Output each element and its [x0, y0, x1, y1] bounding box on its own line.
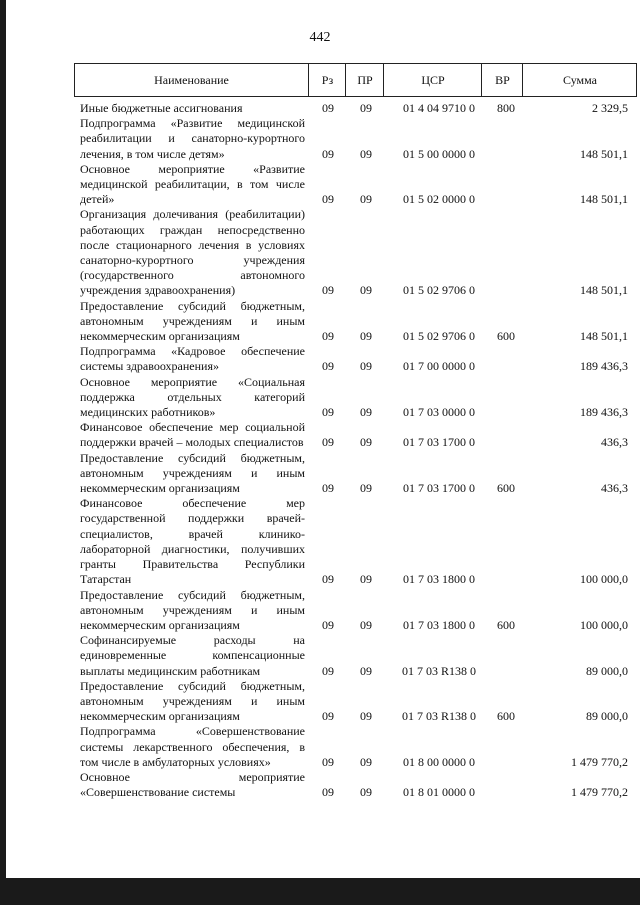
row-sum: 148 501,1 [580, 146, 628, 161]
row-pr: 09 [360, 329, 372, 344]
row-name: Предоставление субсидий бюджетным, автономным учреждениям и иным некоммерческим организациям [80, 298, 305, 344]
row-sum: 189 436,3 [580, 359, 628, 374]
page-number: 442 [309, 30, 331, 45]
row-sum: 148 501,1 [580, 192, 628, 207]
row-name: Подпрограмма «Кадровое обеспечение системы здравоохранения» [80, 344, 305, 374]
row-rz: 09 [322, 481, 334, 496]
row-pr: 09 [360, 101, 372, 115]
row-rz: 09 [322, 101, 334, 115]
table-row [80, 116, 630, 162]
row-rz: 09 [322, 709, 334, 724]
row-csr: 01 7 03 1700 0 [403, 435, 475, 450]
row-pr: 09 [360, 359, 372, 374]
row-csr: 01 8 00 0000 0 [403, 754, 475, 769]
row-csr: 01 5 00 0000 0 [403, 146, 475, 161]
row-rz: 09 [322, 283, 334, 298]
row-pr: 09 [360, 192, 372, 207]
row-name: Софинансируемые расходы на единовременные компенсационные выплаты медицинским работникам [80, 633, 305, 678]
table-row [80, 588, 630, 634]
row-name: Предоставление субсидий бюджетным, автономным учреждениям и иным некоммерческим организациям [80, 678, 305, 724]
row-rz: 09 [322, 405, 334, 420]
row-vr: 600 [497, 329, 515, 344]
table-row [80, 299, 630, 345]
row-sum: 100 000,0 [580, 572, 628, 587]
table-body [80, 101, 630, 800]
row-sum: 89 000,0 [586, 709, 628, 724]
table-row [80, 207, 630, 298]
row-csr: 01 8 01 0000 0 [403, 785, 475, 800]
table-row [80, 496, 630, 587]
table-row [80, 162, 630, 208]
table-row [80, 101, 630, 116]
row-csr: 01 7 03 1700 0 [403, 481, 475, 496]
table-header [74, 63, 637, 97]
scan-edge-left [0, 0, 6, 905]
table-row [80, 633, 630, 679]
row-sum: 436,3 [601, 481, 628, 496]
row-name: Иные бюджетные ассигнования [80, 101, 243, 115]
row-name: Подпрограмма «Совершенствование системы лекарственного обеспечения, в том числе в амбулаторных условиях» [80, 724, 305, 769]
row-vr: 800 [497, 101, 515, 115]
row-csr: 01 7 03 0000 0 [403, 405, 475, 420]
row-rz: 09 [322, 192, 334, 207]
row-name: Предоставление субсидий бюджетным, автономным учреждениям и иным некоммерческим организациям [80, 450, 305, 496]
row-name: Основное мероприятие «Совершенствование системы [80, 769, 305, 800]
header-sum: Сумма [522, 64, 637, 96]
row-pr: 09 [360, 617, 372, 632]
row-csr: 01 7 00 0000 0 [403, 359, 475, 374]
row-vr: 600 [497, 617, 515, 632]
table-row [80, 451, 630, 497]
row-sum: 436,3 [601, 435, 628, 450]
row-pr: 09 [360, 146, 372, 161]
table-row [80, 375, 630, 421]
row-name: Финансовое обеспечение мер государственной поддержки врачей-специалистов, врачей клинико-лабораторной диагностики, получивших гранты Правительства Республики Татарстан [80, 496, 305, 587]
row-sum: 100 000,0 [580, 617, 628, 632]
row-pr: 09 [360, 283, 372, 298]
header-rz: Рз [308, 64, 346, 96]
header-pr: ПР [345, 64, 384, 96]
row-sum: 89 000,0 [586, 663, 628, 678]
row-csr: 01 5 02 9706 0 [403, 283, 475, 298]
row-pr: 09 [360, 572, 372, 587]
row-rz: 09 [322, 617, 334, 632]
row-rz: 09 [322, 359, 334, 374]
row-pr: 09 [360, 709, 372, 724]
table-row [80, 420, 630, 450]
row-csr: 01 7 03 1800 0 [403, 572, 475, 587]
table-row [80, 679, 630, 725]
row-csr: 01 7 03 R138 0 [401, 663, 476, 678]
row-name: Основное мероприятие «Развитие медицинской реабилитации, в том числе детей» [80, 161, 305, 207]
row-pr: 09 [360, 435, 372, 450]
row-pr: 09 [360, 663, 372, 678]
row-pr: 09 [360, 754, 372, 769]
row-csr: 01 7 03 R138 0 [401, 709, 476, 724]
row-rz: 09 [322, 146, 334, 161]
row-rz: 09 [322, 435, 334, 450]
row-name: Организация долечивания (реабилитации) работающих граждан непосредственно после стационарного лечения в условиях санаторно-курортного учреждения (государственного автономного учреждения здравоохранения) [80, 207, 305, 298]
row-pr: 09 [360, 405, 372, 420]
row-csr: 01 5 02 0000 0 [403, 192, 475, 207]
row-sum: 189 436,3 [580, 405, 628, 420]
row-rz: 09 [322, 329, 334, 344]
row-rz: 09 [322, 785, 334, 800]
row-name: Подпрограмма «Развитие медицинской реабилитации и санаторно-курортного лечения, в том числе детям» [80, 116, 305, 161]
row-pr: 09 [360, 785, 372, 800]
row-rz: 09 [322, 663, 334, 678]
row-sum: 1 479 770,2 [571, 754, 628, 769]
row-sum: 148 501,1 [580, 283, 628, 298]
row-rz: 09 [322, 572, 334, 587]
row-vr: 600 [497, 709, 515, 724]
header-name: Наименование [154, 73, 229, 87]
row-csr: 01 4 04 9710 0 [403, 101, 475, 115]
row-name: Финансовое обеспечение мер социальной поддержки врачей – молодых специалистов [80, 420, 305, 450]
row-vr: 600 [497, 481, 515, 496]
row-csr: 01 7 03 1800 0 [403, 617, 475, 632]
scan-edge-bottom [0, 878, 640, 905]
row-sum: 148 501,1 [580, 329, 628, 344]
row-sum: 1 479 770,2 [571, 785, 628, 800]
row-rz: 09 [322, 754, 334, 769]
row-name: Основное мероприятие «Социальная поддержка отдельных категорий медицинских работников» [80, 374, 305, 420]
table-row [80, 344, 630, 374]
header-vr: ВР [481, 64, 523, 96]
table-row [80, 770, 630, 800]
header-csr: ЦСР [383, 64, 482, 96]
row-pr: 09 [360, 481, 372, 496]
table-row [80, 724, 630, 770]
row-csr: 01 5 02 9706 0 [403, 329, 475, 344]
row-sum: 2 329,5 [592, 101, 628, 115]
row-name: Предоставление субсидий бюджетным, автономным учреждениям и иным некоммерческим организациям [80, 587, 305, 632]
